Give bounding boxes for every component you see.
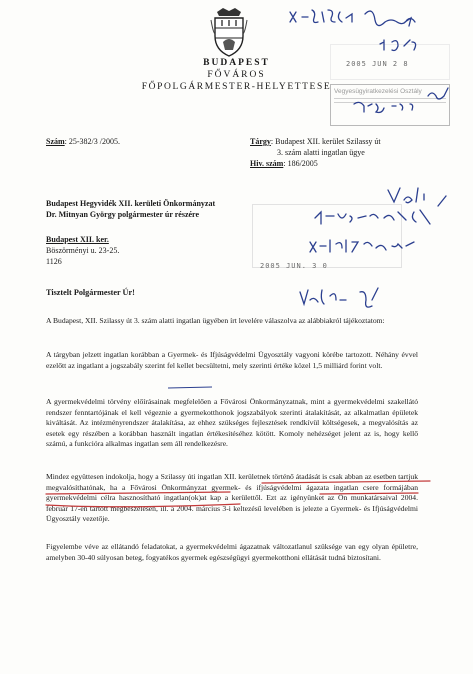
address-street: Böszörményi u. 23-25. — [46, 246, 120, 255]
hiv-label: Hiv. szám — [250, 159, 284, 168]
handwritten-vali — [388, 188, 424, 203]
handwritten-signature-mid — [300, 288, 378, 307]
budapest-coat-of-arms-icon — [209, 6, 249, 58]
received-date-stamp: 2005 JUN 2 8 — [346, 60, 409, 68]
header-office: FŐPOLGÁRMESTER-HELYETTESE — [141, 82, 332, 92]
reference-value: : 25-382/3 /2005. — [64, 137, 121, 146]
blue-underline-value — [168, 387, 212, 388]
address-zip: 1126 — [46, 257, 62, 266]
address-city: Budapest XII. ker. — [46, 235, 109, 244]
paragraph-1: A Budapest, XII. Szilassy út 3. szám alatti ingatlan ügyében írt levelére válaszolva az alábbiakról tájékoztatom: — [46, 316, 385, 325]
registry-stamp — [330, 84, 450, 126]
subject-line2: 3. szám alatti ingatlan ügye — [277, 148, 365, 157]
second-stamp-frame — [252, 204, 402, 268]
address-block — [46, 234, 119, 267]
greeting: Tisztelt Polgármester Úr! — [46, 288, 135, 297]
paragraph-4: Mindez együttesen indokolja, hogy a Szilassy úti ingatlan XII. kerületnek történő átadását is csak abban az esetben tartjuk megvalósíthatónak, ha a Fővárosi Önkormányzat gyermek- és ifjúságvédelmi ágazata ingatlan csere formájában gyermekvédelmi célra hasznosítható ingatlan(ok)at kap a kerülettől. Ezt az igényünket az Ön munkatársaival 2004. február 17-én tartott megbeszélésen, ill. a 2004. március 3-i keltezésű levelében is jelezte a Gyermek- és Ifjúságvédelmi Ügyosztály vezetője. — [46, 472, 418, 524]
addressee-line2: Dr. Mitnyan György polgármester úr részére — [46, 210, 200, 219]
subject-block — [250, 136, 455, 169]
registry-stamp-text: Vegyesügyiratkezelési Osztály — [334, 88, 422, 95]
reference-number — [46, 136, 120, 147]
handwritten-note-top — [290, 10, 352, 23]
hiv-value: : 186/2005 — [283, 159, 318, 168]
addressee-line1: Budapest Hegyvidék XII. kerületi Önkormányzat — [46, 199, 216, 208]
paragraph-5: Figyelembe véve az ellátandó feladatokat, a gyermekvédelmi ágazatnak változatlanul szüksége van egy olyan épületre, amelyben 30-40 súlyosan beteg, fogyatékos gyermek egészségügyi gyermekotthoni ellátását tudná biztosítani. — [46, 542, 418, 562]
reference-label: Szám — [46, 137, 65, 146]
handwritten-signature-top — [365, 11, 415, 26]
subject-label: Tárgy — [250, 137, 271, 146]
header-region: FŐVÁROS — [207, 70, 266, 80]
paragraph-3: A gyermekvédelmi törvény előírásainak megfelelően a Fővárosi Önkormányzatnak, mint a gyermekvédelmi szakellátó rendszer fenntartójának el kell végeznie a gyermekotthonok jogszabályok szerinti átalakítását, az alkalmatlan épületek kiváltását. Az intézményrendszer átalakítása, az ehhez szükséges fejlesztések rendkívül költségesek, a megvalósítás az esetek egy részében a korábban használt ingatlan értékesítéséhez kötött. Komoly nehézséget jelent az is, hogy kellő számú, a funkcióra alkalmas ingatlan sem áll rendelkezésre. — [46, 397, 418, 449]
paragraph-2: A tárgyban jelzett ingatlan korábban a Gyermek- és Ifjúságvédelmi Ügyosztály vagyoni körébe tartozott. Néhány évvel ezelőtt az ingatlant a jogszabály szerint fel kellet becsültetni, mely szerinti értéke közel 1,5 milliárd forint volt. — [46, 350, 418, 370]
header-city: BUDAPEST — [203, 58, 270, 68]
second-date-stamp: 2005 JUN. 3 0 — [260, 262, 328, 270]
subject-line1: : Budapest XII. kerület Szilassy út — [270, 137, 381, 146]
